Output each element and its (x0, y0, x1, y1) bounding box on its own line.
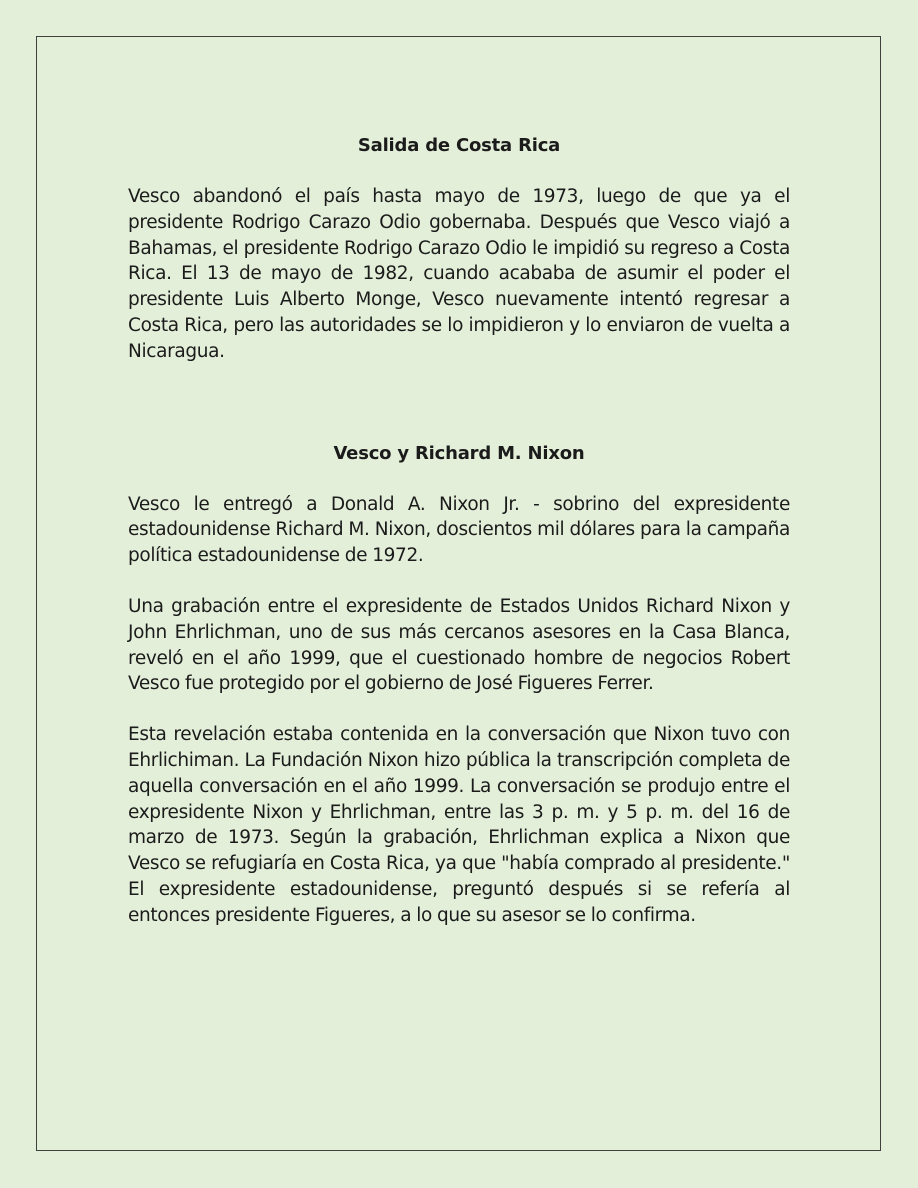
paragraph: Vesco abandonó el país hasta mayo de 1973, luego de que ya el presidente Rodrigo Carazo Odio gobernaba. Después que Vesco viajó a Bahamas, el presidente Rodrigo Carazo Odio le impidió su regreso a Costa Rica. El 13 de mayo de 1982, cuando acababa de asumir el poder el presidente Luis Alberto Monge, Vesco nuevamente intentó regresar a Costa Rica, pero las autoridades se lo impidieron y lo enviaron de vuelta a Nicaragua. (128, 186, 790, 362)
section-vesco-y-nixon (128, 442, 790, 929)
paragraph: Una grabación entre el expresidente de Estados Unidos Richard Nixon y John Ehrlichman, uno de sus más cercanos asesores en la Casa Blanca, reveló en el año 1999, que el cuestionado hombre de negocios Robert Vesco fue protegido por el gobierno de José Figueres Ferrer. (128, 595, 790, 695)
document-body (128, 134, 790, 929)
paragraph: Vesco le entregó a Donald A. Nixon Jr. - sobrino del expresidente estadounidense Richard M. Nixon, doscientos mil dólares para la campaña política estadounidense de 1972. (128, 493, 790, 567)
section-salida-de-costa-rica (128, 134, 790, 365)
paragraph: Esta revelación estaba contenida en la conversación que Nixon tuvo con Ehrlichiman. La Fundación Nixon hizo pública la transcripción completa de aquella conversación en el año 1999. La conversación se produjo entre el expresidente Nixon y Ehrlichman, entre las 3 p. m. y 5 p. m. del 16 de marzo de 1973. Según la grabación, Ehrlichman explica a Nixon que Vesco se refugiaría en Costa Rica, ya que "había comprado al presidente." El expresidente estadounidense, preguntó después si se refería al entonces presidente Figueres, a lo que su asesor se lo confirma. (128, 724, 790, 926)
section-heading: Salida de Costa Rica (357, 135, 561, 156)
section-heading: Vesco y Richard M. Nixon (333, 442, 585, 464)
